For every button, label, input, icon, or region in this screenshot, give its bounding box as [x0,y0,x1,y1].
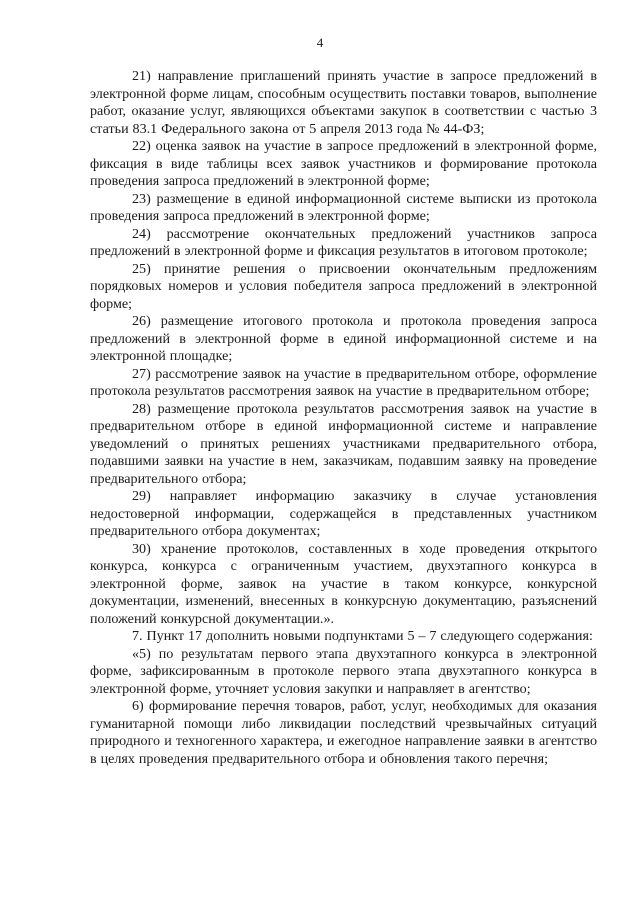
subclause-item-6: 6) формирование перечня товаров, работ, услуг, необходимых для оказания гуманитарной помощи либо ликвидации последствий чрезвычайных ситуаций природного и техногенного характера, и ежегодное направление заявки в агентство в целях проведения предварительного отбора и обновления такого перечня; [90,698,597,767]
paragraph-item-23: 23) размещение в единой информационной системе выписки из протокола проведения запроса предложений в электронной форме; [90,190,597,224]
paragraph-item-27: 27) рассмотрение заявок на участие в предварительном отборе, оформление протокола результатов рассмотрения заявок на участие в предварительном отборе; [90,365,597,399]
paragraph-item-29: 29) направляет информацию заказчику в случае установления недостоверной информации, содержащейся в представленных участником предварительного отбора документах; [90,488,597,539]
amendment-clause-7: 7. Пункт 17 дополнить новыми подпунктами 5 – 7 следующего содержания: [132,628,593,644]
document-body [90,68,597,768]
paragraph-item-25: 25) принятие решения о присвоении окончательным предложениям порядковых номеров и условия победителя запроса предложений в электронной форме; [90,260,597,312]
paragraph-item-26: 26) размещение итогового протокола и протокола проведения запроса предложений в электронной форме в единой информационной системе и на электронной площадке; [90,313,597,364]
paragraph-item-22: 22) оценка заявок на участие в запросе предложений в электронной форме, фиксация в виде таблицы всех заявок участников и формирование протокола проведения запроса предложений в электронной форме; [90,138,597,189]
subclause-item-5: «5) по результатам первого этапа двухэтапного конкурса в электронной форме, зафиксированным в протоколе первого этапа двухэтапного конкурса в электронной форме, уточняет условия закупки и направляет в агентство; [90,645,597,697]
paragraph-item-28: 28) размещение протокола результатов рассмотрения заявок на участие в предварительном отборе в единой информационной системе и направление уведомлений о принятых решениях участниками предварительного отбора, подавшими заявки на участие в нем, заказчикам, подавшим заявку на проведение предварительного отбора; [90,400,597,487]
paragraph-item-21: 21) направление приглашений принять участие в запросе предложений в электронной форме лицам, способным осуществить поставки товаров, выполнение работ, оказание услуг, являющихся объектами закупок в соответствии с частью 3 статьи 83.1 Федерального закона от 5 апреля 2013 года № 44-ФЗ; [90,68,597,137]
paragraph-item-24: 24) рассмотрение окончательных предложений участников запроса предложений в электронной форме и фиксация результатов в итоговом протоколе; [90,225,597,259]
paragraph-item-30: 30) хранение протоколов, составленных в ходе проведения открытого конкурса, конкурса с ограниченным участием, двухэтапного конкурса в электронной форме, заявок на участие в таком конкурсе, конкурсной документации, изменений, внесенных в конкурсную документацию, разъяснений положений конкурсной документации.». [90,540,597,627]
page-number: 4 [316,35,324,50]
